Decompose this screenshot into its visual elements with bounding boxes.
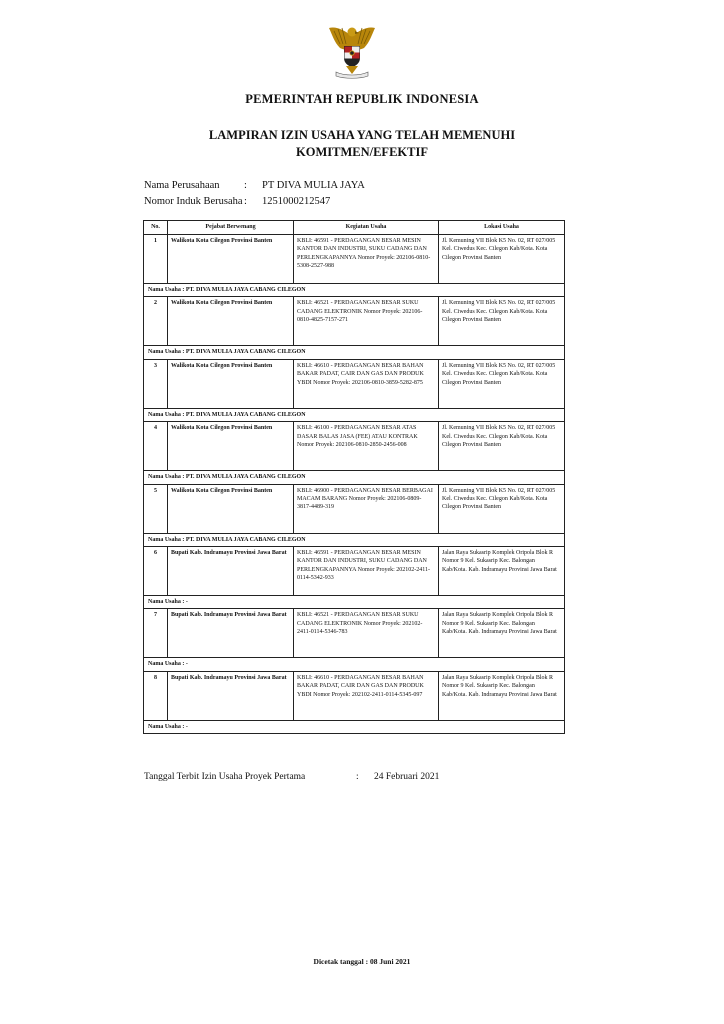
row-business-location: Jalan Raya Sukasrip Komplek Oripola Blok R Nomor 9 Kel. Sukasrip Kec. Balongan Kab/Kota. Kab. Indramayu Provinsi Jawa Barat — [439, 671, 565, 720]
business-name-row — [144, 408, 565, 421]
business-name-row — [144, 471, 565, 484]
row-business-location: Jl. Kemuning VII Blok K5 No. 02, RT 027/005 Kel. Ciwedus Kec. Cilegon Kab/Kota. Kota Cilegon Provinsi Banten — [439, 484, 565, 533]
row-business-activity: KBLI: 46521 - PERDAGANGAN BESAR SUKU CADANG ELEKTRONIK Nomor Proyek: 202106-0810-4825-7157-271 — [294, 297, 439, 346]
printed-date: Dicetak tanggal : 08 Juni 2021 — [313, 957, 411, 966]
row-authority: Bupati Kab. Indramayu Provinsi Jawa Barat — [168, 547, 294, 596]
row-business-activity: KBLI: 46900 - PERDAGANGAN BESAR BERBAGAI MACAM BARANG Nomor Proyek: 202106-0809-3817-4489-319 — [294, 484, 439, 533]
row-business-name: Nama Usaha : PT. DIVA MULIA JAYA CABANG CILEGON — [144, 471, 565, 484]
table-header-row — [144, 221, 565, 235]
government-title: PEMERINTAH REPUBLIK INDONESIA — [245, 92, 479, 106]
row-business-activity: KBLI: 46521 - PERDAGANGAN BESAR SUKU CADANG ELEKTRONIK Nomor Proyek: 202102-2411-0114-5346-783 — [294, 609, 439, 658]
row-business-location: Jalan Raya Sukasrip Komplek Oripola Blok R Nomor 9 Kel. Sukasrip Kec. Balongan Kab/Kota. Kab. Indramayu Provinsi Jawa Barat — [439, 609, 565, 658]
row-authority: Walikota Kota Cilegon Provinsi Banten — [168, 297, 294, 346]
row-business-activity: KBLI: 46610 - PERDAGANGAN BESAR BAHAN BAKAR PADAT, CAIR DAN GAS DAN PRODUK YBDI Nomor Proyek: 202106-0810-3859-5282-875 — [294, 359, 439, 408]
table-row — [144, 609, 565, 658]
row-business-location: Jalan Raya Sukasrip Komplek Oripola Blok R Nomor 9 Kel. Sukasrip Kec. Balongan Kab/Kota. Kab. Indramayu Provinsi Jawa Barat — [439, 547, 565, 596]
row-business-name: Nama Usaha : - — [144, 720, 565, 733]
row-business-activity: KBLI: 46100 - PERDAGANGAN BESAR ATAS DASAR BALAS JASA (FEE) ATAU KONTRAK Nomor Proyek: 202106-0810-2850-2456-008 — [294, 422, 439, 471]
business-name-row — [144, 284, 565, 297]
row-number: 5 — [144, 484, 168, 533]
document-title-line-1: LAMPIRAN IZIN USAHA YANG TELAH MEMENUHI — [208, 128, 516, 142]
row-business-location: Jl. Kemuning VII Blok K5 No. 02, RT 027/005 Kel. Ciwedus Kec. Cilegon Kab/Kota. Kota Cilegon Provinsi Banten — [439, 297, 565, 346]
business-name-row — [144, 533, 565, 546]
table-row — [144, 297, 565, 346]
row-number: 8 — [144, 671, 168, 720]
row-business-name: Nama Usaha : PT. DIVA MULIA JAYA CABANG CILEGON — [144, 533, 565, 546]
table-row — [144, 422, 565, 471]
row-business-activity: KBLI: 46610 - PERDAGANGAN BESAR BAHAN BAKAR PADAT, CAIR DAN GAS DAN PRODUK YBDI Nomor Proyek: 202102-2411-0114-5345-097 — [294, 671, 439, 720]
issue-date-label: Tanggal Terbit Izin Usaha Proyek Pertama — [144, 772, 306, 782]
row-authority: Walikota Kota Cilegon Provinsi Banten — [168, 235, 294, 284]
row-business-location: Jl. Kemuning VII Blok K5 No. 02, RT 027/005 Kel. Ciwedus Kec. Cilegon Kab/Kota. Kota Cilegon Provinsi Banten — [439, 359, 565, 408]
row-business-name: Nama Usaha : PT. DIVA MULIA JAYA CABANG CILEGON — [144, 284, 565, 297]
business-name-row — [144, 596, 565, 609]
row-number: 1 — [144, 235, 168, 284]
row-business-name: Nama Usaha : - — [144, 658, 565, 671]
company-name-value: PT DIVA MULIA JAYA — [262, 180, 365, 191]
row-number: 4 — [144, 422, 168, 471]
row-authority: Walikota Kota Cilegon Provinsi Banten — [168, 484, 294, 533]
colon: : — [244, 196, 247, 207]
company-nib-row — [144, 194, 365, 210]
company-info — [144, 178, 365, 210]
table-row — [144, 484, 565, 533]
company-name-row — [144, 178, 365, 194]
table-row — [144, 547, 565, 596]
business-permit-table — [143, 220, 565, 734]
issue-date-row — [144, 772, 439, 782]
issue-date-value: 24 Februari 2021 — [374, 772, 440, 782]
row-business-activity: KBLI: 46591 - PERDAGANGAN BESAR MESIN KANTOR DAN INDUSTRI, SUKU CADANG DAN PERLENGKAPANNYA Nomor Proyek: 202106-0810-5308-2527-988 — [294, 235, 439, 284]
row-business-name: Nama Usaha : - — [144, 596, 565, 609]
company-nib-value: 1251000212547 — [262, 196, 331, 207]
business-name-row — [144, 658, 565, 671]
company-name-label: Nama Perusahaan — [144, 180, 220, 191]
table-row — [144, 671, 565, 720]
row-number: 3 — [144, 359, 168, 408]
header-kegiatan: Kegiatan Usaha — [294, 221, 439, 235]
row-number: 7 — [144, 609, 168, 658]
table-row — [144, 235, 565, 284]
row-authority: Bupati Kab. Indramayu Provinsi Jawa Barat — [168, 609, 294, 658]
document-title — [150, 127, 574, 161]
row-number: 2 — [144, 297, 168, 346]
header-pejabat: Pejabat Berwenang — [168, 221, 294, 235]
garuda-emblem-icon — [326, 22, 378, 80]
row-authority: Walikota Kota Cilegon Provinsi Banten — [168, 359, 294, 408]
colon: : — [244, 180, 247, 191]
row-business-location: Jl. Kemuning VII Blok K5 No. 02, RT 027/005 Kel. Ciwedus Kec. Cilegon Kab/Kota. Kota Cilegon Provinsi Banten — [439, 235, 565, 284]
row-business-name: Nama Usaha : PT. DIVA MULIA JAYA CABANG CILEGON — [144, 408, 565, 421]
colon: : — [356, 772, 359, 782]
table-body — [144, 235, 565, 734]
document-title-line-2: KOMITMEN/EFEKTIF — [296, 145, 428, 159]
business-name-row — [144, 720, 565, 733]
row-business-name: Nama Usaha : PT. DIVA MULIA JAYA CABANG CILEGON — [144, 346, 565, 359]
row-authority: Walikota Kota Cilegon Provinsi Banten — [168, 422, 294, 471]
header-lokasi: Lokasi Usaha — [439, 221, 565, 235]
row-business-activity: KBLI: 46591 - PERDAGANGAN BESAR MESIN KANTOR DAN INDUSTRI, SUKU CADANG DAN PERLENGKAPANNYA Nomor Proyek: 202102-2411-0114-5342-933 — [294, 547, 439, 596]
business-name-row — [144, 346, 565, 359]
table-row — [144, 359, 565, 408]
header-no: No. — [144, 221, 168, 235]
row-number: 6 — [144, 547, 168, 596]
company-nib-label: Nomor Induk Berusaha — [144, 196, 243, 207]
row-business-location: Jl. Kemuning VII Blok K5 No. 02, RT 027/005 Kel. Ciwedus Kec. Cilegon Kab/Kota. Kota Cilegon Provinsi Banten — [439, 422, 565, 471]
row-authority: Bupati Kab. Indramayu Provinsi Jawa Barat — [168, 671, 294, 720]
